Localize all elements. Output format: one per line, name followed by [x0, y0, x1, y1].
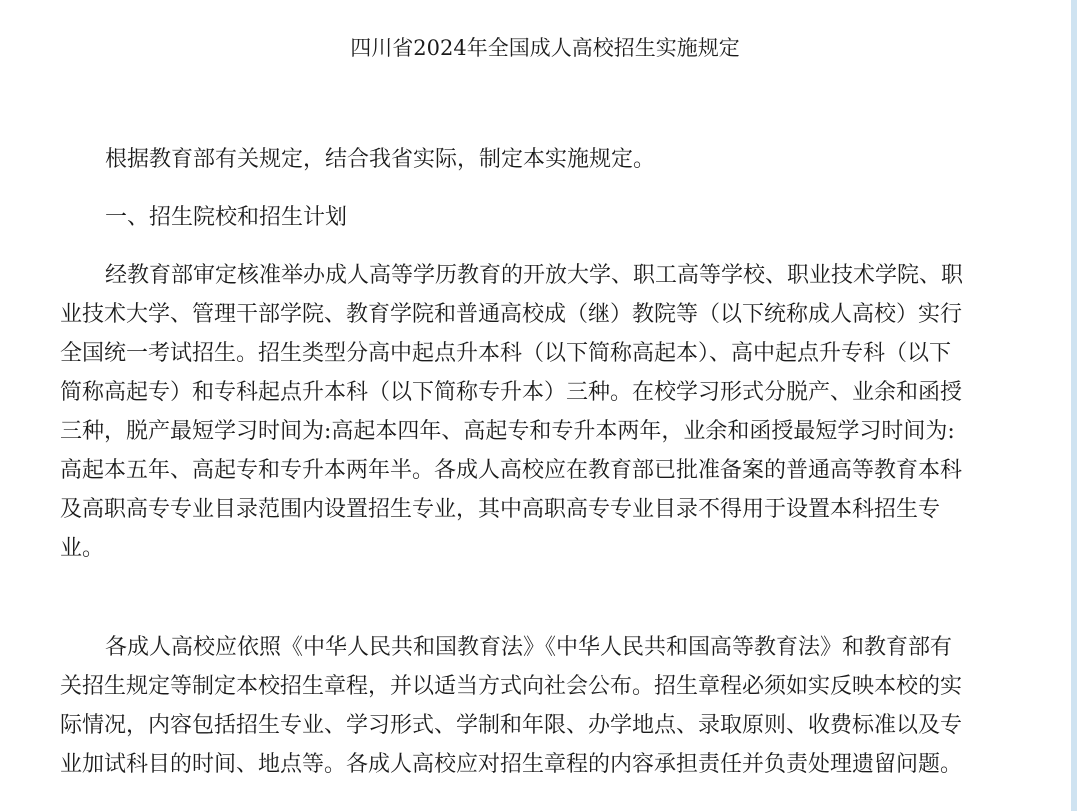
paragraph-line: 业。	[60, 536, 105, 561]
paragraph-line: 业加试科目的时间、地点等。各成人高校应对招生章程的内容承担责任并负责处理遗留问题。	[60, 752, 963, 777]
paragraph-line: 全国统一考试招生。招生类型分高中起点升本科（以下简称高起本）、高中起点升专科（以下	[60, 341, 952, 366]
paragraph-line: 各成人高校应依照《中华人民共和国教育法》《中华人民共和国高等教育法》和教育部有	[105, 635, 953, 660]
intro-paragraph	[60, 140, 1020, 179]
paragraph-line: 经教育部审定核准举办成人高等学历教育的开放大学、职工高等学校、职业技术学院、职	[105, 263, 964, 288]
body-paragraph-1	[60, 256, 1020, 568]
paragraph-line: 际情况，内容包括招生专业、学习形式、学制和年限、办学地点、录取原则、收费标准以及专	[60, 713, 963, 738]
paragraph-line: 高起本五年、高起专和专升本两年半。各成人高校应在教育部已批准备案的普通高等教育本科	[60, 458, 963, 483]
section-heading-text: 一、招生院校和招生计划	[105, 205, 348, 230]
paragraph-line: 三种，脱产最短学习时间为:高起本四年、高起专和专升本两年，业余和函授最短学习时间为:	[60, 419, 955, 444]
body-paragraph-2	[60, 628, 1020, 784]
scrollbar-track[interactable]	[1071, 0, 1077, 811]
document-title: 四川省2024年全国成人高校招生实施规定	[350, 36, 740, 60]
paragraph-line: 简称高起专）和专科起点升本科（以下简称专升本）三种。在校学习形式分脱产、业余和函授	[60, 380, 963, 405]
paragraph-line: 根据教育部有关规定，结合我省实际，制定本实施规定。	[105, 147, 656, 172]
section-heading	[60, 198, 1020, 237]
paragraph-line: 及高职高专专业目录范围内设置招生专业，其中高职高专专业目录不得用于设置本科招生专	[60, 497, 941, 522]
paragraph-line: 关招生规定等制定本校招生章程，并以适当方式向社会公布。招生章程必须如实反映本校的实	[60, 674, 963, 699]
paragraph-line: 业技术大学、管理干部学院、教育学院和普通高校成（继）教院等（以下统称成人高校）实行	[60, 302, 963, 327]
